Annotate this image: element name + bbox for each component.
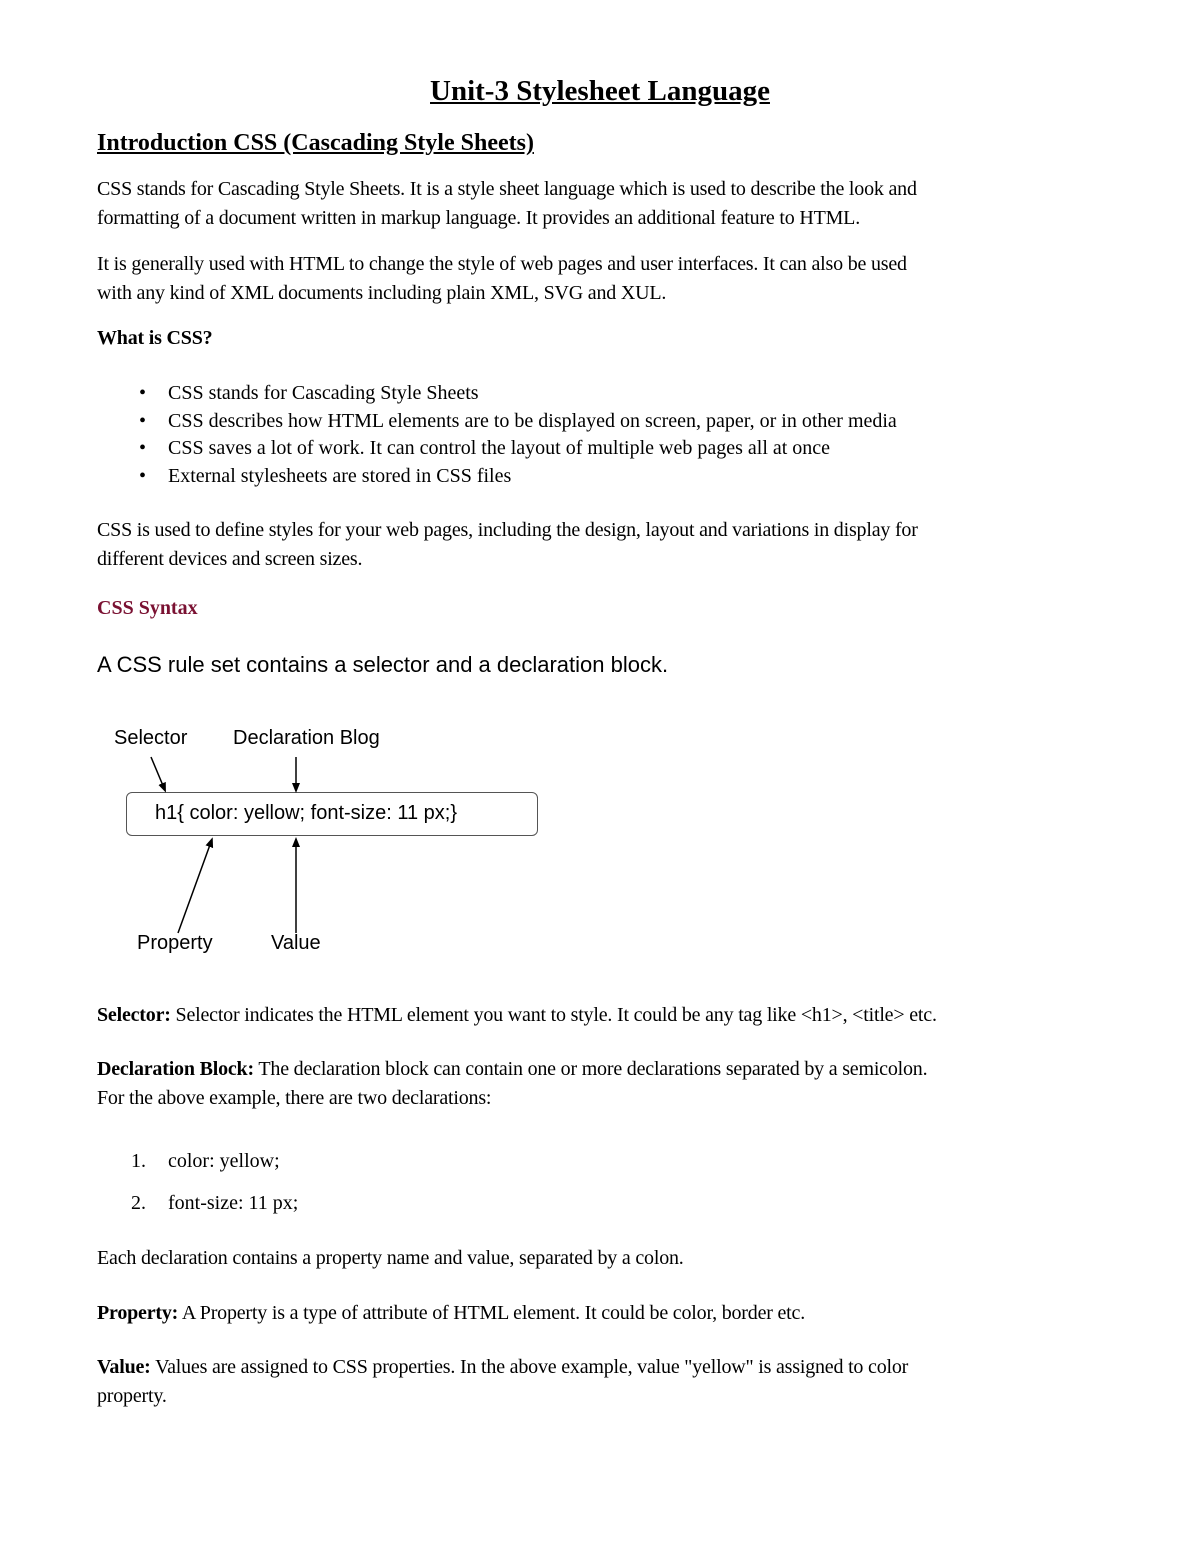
styles-line-1: CSS is used to define styles for your web pages, including the design, layout and variations in display for	[97, 519, 918, 541]
value-definition	[97, 1353, 908, 1411]
each-declaration-text: Each declaration contains a property name and value, separated by a colon.	[97, 1247, 684, 1269]
declaration-text: The declaration block can contain one or more declarations separated by a semicolon.	[253, 1058, 928, 1080]
diagram-declaration-label: Declaration Blog	[233, 727, 380, 749]
declaration-term: Declaration Block:	[97, 1058, 254, 1080]
property-term: Property:	[97, 1302, 179, 1324]
code-example: h1{ color: yellow; font-size: 11 px;}	[155, 802, 458, 824]
declaration-line-2: For the above example, there are two declarations:	[97, 1087, 492, 1109]
list-number: 1.	[131, 1150, 146, 1172]
what-is-css-heading: What is CSS?	[97, 327, 213, 349]
list-text: color: yellow;	[168, 1150, 280, 1172]
css-syntax-heading: CSS Syntax	[97, 597, 198, 619]
page-title: Unit-3 Stylesheet Language	[430, 75, 770, 107]
selector-term: Selector:	[97, 1004, 171, 1026]
list-item	[97, 1147, 697, 1175]
intro-line-1: CSS stands for Cascading Style Sheets. It is a style sheet language which is used to describe the look and	[97, 178, 917, 200]
value-text: Values are assigned to CSS properties. In the above example, value "yellow" is assigned to color	[150, 1356, 909, 1378]
selector-text: Selector indicates the HTML element you want to style. It could be any tag like <h1>, <title> etc.	[170, 1004, 937, 1026]
usage-line-2: with any kind of XML documents including plain XML, SVG and XUL.	[97, 282, 667, 304]
intro-heading: Introduction CSS (Cascading Style Sheets)	[97, 130, 534, 156]
intro-line-2: formatting of a document written in markup language. It provides an additional feature to HTML.	[97, 207, 860, 229]
rule-set-line: A CSS rule set contains a selector and a declaration block.	[97, 652, 669, 677]
list-text: font-size: 11 px;	[168, 1192, 299, 1214]
list-item	[97, 1189, 697, 1217]
diagram-selector-label: Selector	[114, 727, 188, 749]
list-item: • External stylesheets are stored in CSS files	[97, 463, 1097, 491]
selector-definition	[97, 1001, 937, 1030]
styles-line-2: different devices and screen sizes.	[97, 548, 363, 570]
property-definition	[97, 1299, 805, 1328]
value-term: Value:	[97, 1356, 151, 1378]
declaration-definition	[97, 1055, 927, 1113]
property-arrow	[178, 842, 211, 933]
usage-line-1: It is generally used with HTML to change the style of web pages and user interfaces. It can also be used	[97, 253, 907, 275]
declaration-list	[97, 1147, 697, 1217]
selector-arrow	[151, 757, 164, 788]
property-text: A Property is a type of attribute of HTML element. It could be color, border etc.	[178, 1302, 806, 1324]
diagram-property-label: Property	[137, 932, 213, 954]
list-item: • CSS describes how HTML elements are to be displayed on screen, paper, or in other media	[97, 408, 1097, 436]
list-item: • CSS stands for Cascading Style Sheets	[97, 380, 1097, 408]
diagram-value-label: Value	[271, 932, 321, 954]
value-line-2: property.	[97, 1385, 167, 1407]
list-item: • CSS saves a lot of work. It can control the layout of multiple web pages all at once	[97, 435, 1097, 463]
list-number: 2.	[131, 1192, 146, 1214]
